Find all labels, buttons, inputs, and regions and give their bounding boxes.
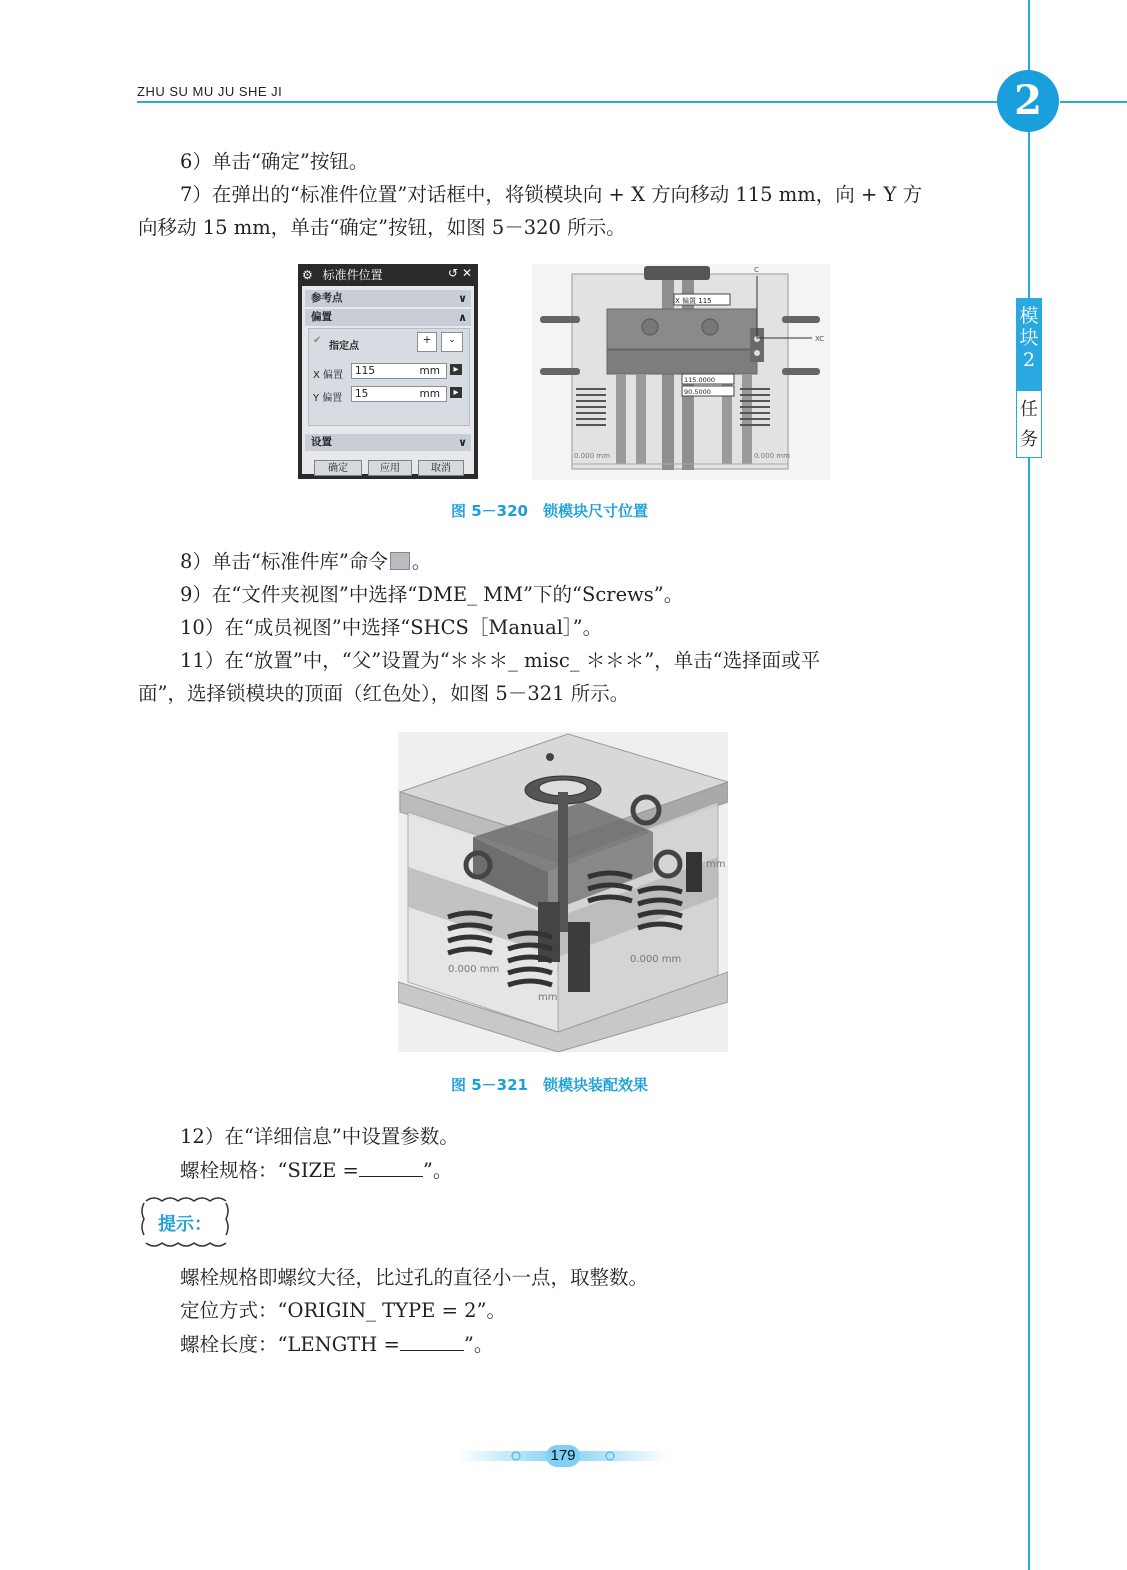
dialog-body xyxy=(302,286,474,474)
dimension-label: 0.000 mm xyxy=(448,964,500,975)
dialog-titlebar xyxy=(302,266,474,284)
dimension-label: 0.000 mm xyxy=(754,452,790,460)
chevron-down-icon: ∨ xyxy=(458,436,467,449)
task-tab-char: 务 xyxy=(1020,429,1038,450)
check-icon: ✔ xyxy=(313,335,322,346)
settings-section[interactable] xyxy=(305,434,471,451)
x-offset-input[interactable] xyxy=(351,363,447,379)
x-offset-callout: X 偏置 115 xyxy=(675,297,712,305)
ok-button[interactable]: 确定 xyxy=(314,460,362,476)
step-7-line-2: 向移动 15 mm，单击“确定”按钮，如图 5－320 所示。 xyxy=(138,216,626,239)
bolt-length-label: 螺栓长度：“LENGTH = xyxy=(180,1333,400,1356)
y-offset-unit: mm xyxy=(419,388,440,400)
settings-label: 设置 xyxy=(311,436,332,448)
tip-text: 螺栓规格即螺纹大径，比过孔的直径小一点，取整数。 xyxy=(180,1266,649,1289)
tip-label: 提示： xyxy=(158,1214,212,1235)
page-footer xyxy=(458,1445,668,1467)
figure-caption-321: 图 5－321 锁模块装配效果 xyxy=(451,1076,648,1094)
standard-library-icon xyxy=(390,552,410,570)
x-offset-label: X 偏置 xyxy=(313,370,344,381)
page-number: 179 xyxy=(546,1445,580,1467)
dimension-label: 0.000 mm xyxy=(630,954,682,965)
x-offset-value: 115 xyxy=(355,365,376,377)
tip-badge xyxy=(140,1195,230,1249)
x-offset-unit: mm xyxy=(419,365,440,377)
step-8-end: 。 xyxy=(411,550,432,573)
bolt-length-blank xyxy=(400,1332,464,1351)
dialog-title: 标准件位置 xyxy=(322,268,383,282)
task-tab-char: 任 xyxy=(1020,399,1038,420)
dimension-label: 0.000 mm xyxy=(574,452,610,460)
standard-part-position-dialog xyxy=(298,264,478,479)
module-tab-char: 2 xyxy=(1022,349,1036,371)
bolt-size-blank xyxy=(359,1158,423,1177)
bolt-length-line xyxy=(180,1332,493,1357)
step-7-line-1: 7）在弹出的“标准件位置”对话框中，将锁模块向 + X 方向移动 115 mm，向 + Y 方 xyxy=(180,183,923,206)
dimension-label: mm xyxy=(538,992,558,1003)
xc-axis-label: XC xyxy=(815,335,825,343)
module-tab-char: 块 xyxy=(1019,327,1039,349)
step-8 xyxy=(180,550,431,574)
module-tab-char: 模 xyxy=(1019,305,1039,327)
mold-top-view-figure xyxy=(532,264,830,480)
offset-group xyxy=(308,328,470,426)
point-dropdown-button[interactable]: ⌄ xyxy=(441,332,463,352)
header-rule-right xyxy=(1060,101,1127,103)
ref-point-section[interactable] xyxy=(305,290,471,307)
mold-assembly-3d-figure xyxy=(398,732,728,1052)
bolt-size-label: 螺栓规格：“SIZE = xyxy=(180,1159,359,1182)
module-tab-label xyxy=(1017,299,1041,391)
margin-rule xyxy=(1028,0,1030,1570)
cancel-button[interactable]: 取消 xyxy=(418,460,464,476)
step-8-text: 8）单击“标准件库”命令 xyxy=(180,550,388,573)
step-12: 12）在“详细信息”中设置参数。 xyxy=(180,1125,459,1148)
y-offset-value: 15 xyxy=(355,388,369,400)
step-6: 6）单击“确定”按钮。 xyxy=(180,150,369,173)
specify-point-label: 指定点 xyxy=(329,341,359,352)
step-9: 9）在“文件夹视图”中选择“DME_ MM”下的“Screws”。 xyxy=(180,583,684,606)
yc-readout: 90.5000 xyxy=(684,388,711,396)
bolt-size-end: ”。 xyxy=(422,1159,453,1182)
dimension-label: mm xyxy=(706,859,726,870)
offset-label: 偏置 xyxy=(311,311,332,323)
apply-button[interactable]: 应用 xyxy=(368,460,412,476)
reset-icon: ↺ xyxy=(447,266,458,280)
gear-icon: ⚙ xyxy=(302,268,313,282)
close-icon: ✕ xyxy=(461,266,472,280)
bolt-length-end: ”。 xyxy=(463,1333,494,1356)
x-offset-menu-icon[interactable]: ▸ xyxy=(450,364,462,375)
chevron-up-icon: ∧ xyxy=(458,311,467,324)
point-constructor-button[interactable]: + xyxy=(417,332,437,352)
header-rule xyxy=(137,101,1037,103)
module-number-badge: 2 xyxy=(997,70,1059,132)
y-offset-label: Y 偏置 xyxy=(313,393,343,404)
bolt-size-line xyxy=(180,1158,452,1183)
offset-section[interactable] xyxy=(305,309,471,326)
module-side-tab xyxy=(1016,298,1042,458)
y-offset-menu-icon[interactable]: ▸ xyxy=(450,387,462,398)
chevron-down-icon: ∨ xyxy=(458,292,467,305)
running-head: ZHU SU MU JU SHE JI xyxy=(137,84,283,99)
xc-readout: 115.0000 xyxy=(684,376,716,384)
step-11-line-1: 11）在“放置”中，“父”设置为“＊＊＊_ misc_ ＊＊＊”，单击“选择面或平 xyxy=(180,649,821,672)
task-tab-label xyxy=(1017,395,1041,455)
y-offset-input[interactable] xyxy=(351,386,447,402)
origin-type-line: 定位方式：“ORIGIN_ TYPE = 2”。 xyxy=(180,1299,506,1322)
figure-caption-320: 图 5－320 锁模块尺寸位置 xyxy=(451,502,648,520)
ref-point-label: 参考点 xyxy=(311,292,343,304)
c-axis-label: C xyxy=(754,266,759,274)
step-11-line-2: 面”，选择锁模块的顶面（红色处），如图 5－321 所示。 xyxy=(138,682,630,705)
step-10: 10）在“成员视图”中选择“SHCS［Manual］”。 xyxy=(180,616,603,639)
